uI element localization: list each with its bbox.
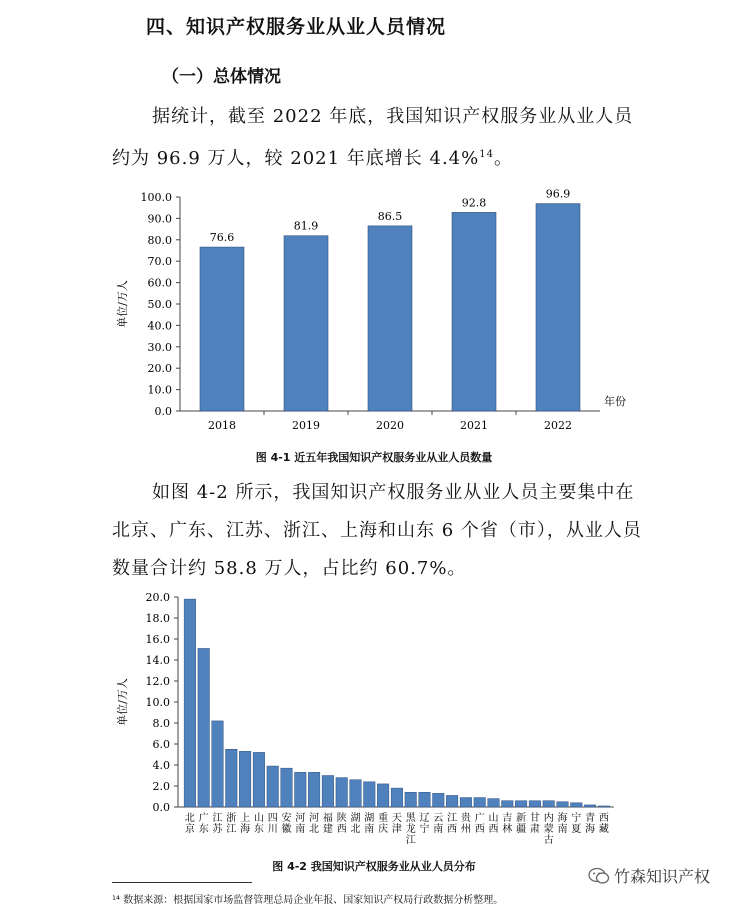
x-tick-label: 江苏 [212,813,223,835]
y-axis-title: 单位/万人 [116,678,129,726]
bar [322,776,334,808]
x-tick-label: 广西 [474,813,485,835]
bar [364,782,376,807]
y-tick-label: 70.0 [147,255,172,269]
bar [488,799,500,807]
x-tick-label: 山东 [253,813,264,835]
x-tick-label: 新疆 [516,813,527,835]
bar [452,212,496,411]
bar [502,801,514,807]
paragraph-2: 如图 4-2 所示，我国知识产权服务业从业人员主要集中在北京、广东、江苏、浙江、上海和山东 6 个省（市），从业人员数量合计约 58.8 万人，占比约 60.7%。 [112,482,642,579]
watermark [588,864,710,887]
bar [295,772,307,807]
y-tick-label: 6.0 [152,738,170,751]
x-tick-label: 海南 [557,813,568,835]
bar [284,236,328,411]
x-tick-label: 2020 [376,419,404,432]
x-tick-label: 上海 [240,813,251,835]
y-tick-label: 0.0 [154,405,172,418]
y-tick-label: 16.0 [145,633,170,646]
x-tick-label: 湖南 [364,813,375,835]
x-tick-label: 云南 [433,813,444,835]
bar [212,721,224,807]
bar [419,792,431,807]
section-title: 四、知识产权服务业从业人员情况 [146,16,447,38]
bar [198,648,210,807]
x-tick-label: 山西 [488,813,499,835]
data-label: 96.9 [545,187,571,201]
y-tick-label: 30.0 [147,340,172,354]
x-tick-label: 内蒙古 [543,813,554,846]
data-label: 86.5 [377,209,403,223]
y-tick-label: 10.0 [147,383,172,397]
bar [239,751,251,807]
x-tick-label: 河北 [309,813,320,835]
footnote-ref[interactable]: 14 [479,149,494,160]
subsection-title: （一）总体情况 [162,67,281,87]
paragraph-1-end: 。 [493,148,513,169]
figure-caption-4-1: 图 4-1 近五年我国知识产权服务业从业人员数量 [255,451,493,464]
bar [226,749,238,807]
footnote-divider [112,882,252,883]
x-tick-label: 天津 [391,813,402,835]
data-label: 81.9 [293,219,319,233]
bar [543,801,555,807]
x-tick-label: 重庆 [378,813,389,835]
watermark-text: 竹森知识产权 [614,867,711,886]
bar [433,793,445,807]
bar [253,752,265,807]
chart-staff-trend [108,185,648,441]
x-tick-label: 福建 [322,813,333,835]
x-tick-label: 黑龙江 [405,813,416,846]
data-label: 76.6 [209,231,235,245]
y-tick-label: 0.0 [152,801,170,814]
x-tick-label: 河南 [295,813,306,835]
y-tick-label: 100.0 [140,191,172,204]
x-tick-label: 2021 [460,419,488,432]
chart-regional-distribution [108,588,628,854]
bar [460,798,472,807]
x-tick-label: 宁夏 [571,813,582,835]
x-tick-label: 湖北 [350,813,361,835]
x-tick-label: 北京 [184,813,195,835]
x-tick-label: 安徽 [281,813,292,835]
data-label: 92.8 [461,196,487,210]
bar [515,801,527,807]
bar [200,247,244,411]
bar [598,806,610,807]
y-tick-label: 4.0 [152,759,170,772]
x-tick-label: 陕西 [336,813,347,835]
x-tick-label: 2019 [292,419,320,432]
bar [391,788,403,807]
y-tick-label: 60.0 [147,276,172,290]
bar [336,778,348,807]
bar [571,803,583,807]
x-tick-label: 青海 [585,813,596,835]
footnote: ¹⁴ 数据来源：根据国家市场监督管理总局企业年报、国家知识产权局行政数据分析整理。 [112,895,504,906]
bar [474,798,486,807]
bar [184,599,196,807]
x-tick-label: 吉林 [502,813,513,835]
x-tick-label: 2018 [208,419,236,432]
bar [308,772,320,807]
y-tick-label: 12.0 [145,675,170,688]
bar [584,805,596,807]
bar [267,766,279,807]
bar [557,802,569,807]
bar [529,801,541,807]
paragraph-1 [112,98,642,178]
bar [368,226,412,411]
x-tick-label: 广东 [198,813,209,835]
bar [350,780,362,807]
bar [446,795,458,807]
x-tick-label: 四川 [267,813,278,835]
y-tick-label: 2.0 [152,780,170,793]
y-tick-label: 80.0 [147,233,172,247]
y-tick-label: 50.0 [147,298,172,311]
x-tick-label: 甘肃 [529,813,540,835]
x-tick-label: 江西 [447,813,458,835]
x-tick-label: 浙江 [226,813,237,835]
x-axis-title: 年份 [604,395,626,408]
y-tick-label: 90.0 [147,212,172,226]
y-tick-label: 10.0 [145,696,170,709]
y-tick-label: 40.0 [147,319,172,333]
y-tick-label: 20.0 [147,362,172,376]
y-tick-label: 14.0 [145,654,170,667]
y-tick-label: 20.0 [145,591,170,604]
bar [405,792,417,807]
x-tick-label: 2022 [544,419,572,432]
paragraph-1-text: 据统计，截至 2022 年底，我国知识产权服务业从业人员约为 96.9 万人，较 2021 年底增长 4.4% [112,106,634,169]
x-tick-label: 辽宁 [419,813,430,835]
bar [536,204,580,411]
x-tick-label: 西藏 [598,813,609,835]
x-tick-label: 贵州 [460,813,471,835]
wechat-icon [588,867,610,885]
y-tick-label: 8.0 [152,717,170,730]
y-tick-label: 18.0 [145,612,170,625]
bar [377,784,389,807]
figure-caption-4-2: 图 4-2 我国知识产权服务业从业人员分布 [272,860,476,873]
y-axis-title: 单位/万人 [116,280,129,328]
bar [281,768,293,807]
